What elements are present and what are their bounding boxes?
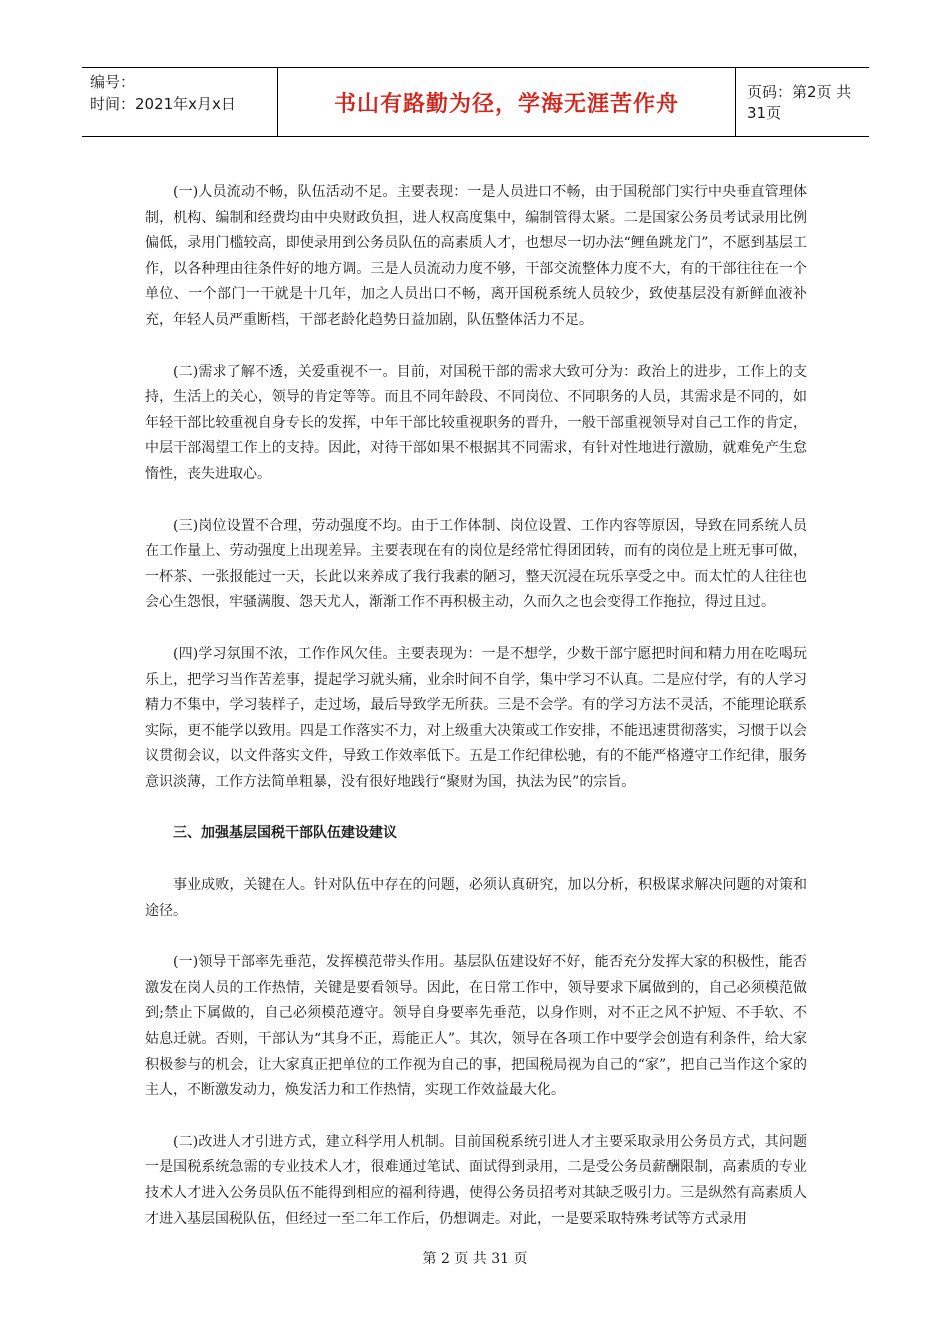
paragraph: (三)岗位设置不合理，劳动强度不均。由于工作体制、岗位设置、工作内容等原因，导致在同系统人员在工作量上、劳动强度上出现差异。主要表现在有的岗位是经常忙得团团转，而有的岗位是上班无事可做，一杯茶、一张报能过一天，长此以来养成了我行我素的陋习，整天沉浸在玩乐享受之中。而太忙的人往往也会心生怨恨，牢骚满腹、怨天尤人，渐渐工作不再积极主动，久而久之也会变得工作拖拉，得过且过。	[145, 517, 807, 611]
paragraph: (四)学习氛围不浓，工作作风欠佳。主要表现为：一是不想学，少数干部宁愿把时间和精力用在吃喝玩乐上，把学习当作苦差事，提起学习就头痛，业余时间不自学，集中学习不认真。二是应付学，有的人学习精力不集中，学习装样子，走过场，最后导致学无所获。三是不会学。有的学习方法不灵活，不能理论联系实际，更不能学以致用。四是工作落实不力，对上级重大决策或工作安排，不能迅速贯彻落实，习惯于以会议贯彻会议，以文件落实文件，导致工作效率低下。五是工作纪律松驰，有的不能严格遵守工作纪律，服务意识淡薄，工作方法简单粗暴，没有很好地践行“聚财为国，执法为民”的宗旨。	[145, 645, 807, 790]
document-number: 编号：	[90, 73, 136, 91]
page-footer	[0, 1248, 950, 1268]
page-indicator: 页码：第2页 共31页	[747, 83, 852, 122]
page-header	[82, 67, 869, 137]
paragraph: 事业成败，关键在人。针对队伍中存在的问题，必须认真研究，加以分析，积极谋求解决问题的对策和途径。	[145, 877, 807, 919]
paragraph: (二)需求了解不透，关爱重视不一。目前，对国税干部的需求大致可分为：政治上的进步，工作上的支持，生活上的关心，领导的肯定等等。而且不同年龄段、不同岗位、不同职务的人员，其需求是不同的，如年轻干部比较重视自身专长的发挥，中年干部比较重视职务的晋升，一般干部重视领导对自己工作的肯定，中层干部渴望工作上的支持。因此，对待干部如果不根据其不同需求，有针对性地进行激励，就难免产生怠惰性，丧失进取心。	[145, 363, 807, 482]
footer-page-number: 第 2 页 共 31 页	[422, 1251, 528, 1267]
paragraph: (一)领导干部率先垂范，发挥模范带头作用。基层队伍建设好不好，能否充分发挥大家的积极性，能否激发在岗人员的工作热情，关键是要看领导。因此，在日常工作中，领导要求下属做到的，自己必须模范做到;禁止下属做的，自己必须模范遵守。领导自身要率先垂范，以身作则，对不正之风不护短、不手软、不姑息迁就。否则，干部认为“其身不正，焉能正人”。其次，领导在各项工作中要学会创造有利条件，给大家积极参与的机会，让大家真正把单位的工作视为自己的事，把国税局视为自己的“家”，把自己当作这个家的主人，不断激发动力，焕发活力和工作热情，实现工作效益最大化。	[145, 954, 807, 1099]
header-meta	[82, 68, 278, 136]
header-motto-cell	[278, 68, 736, 136]
document-date: 时间：2021年x月x日	[90, 95, 236, 113]
paragraph: (一)人员流动不畅，队伍活动不足。主要表现：一是人员进口不畅，由于国税部门实行中央垂直管理体制，机构、编制和经费均由中央财政负担，进人权高度集中，编制管得太紧。二是国家公务员考试录用比例偏低，录用门槛较高，即使录用到公务员队伍的高素质人才，也想尽一切办法“鲤鱼跳龙门”，不愿到基层工作，以各种理由往条件好的地方调。三是人员流动力度不够，干部交流整体力度不大，有的干部往往在一个单位、一个部门一干就是十几年，加之人员出口不畅，离开国税系统人员较少，致使基层没有新鲜血液补充，年轻人员严重断档，干部老龄化趋势日益加剧，队伍整体活力不足。	[145, 184, 807, 328]
paragraph: (二)改进人才引进方式，建立科学用人机制。目前国税系统引进人才主要采取录用公务员方式，其问题一是国税系统急需的专业技术人才，很难通过笔试、面试得到录用，二是受公务员薪酬限制，高素质的专业技术人才进入公务员队伍不能得到相应的福利待遇，使得公务员招考对其缺乏吸引力。三是纵然有高素质人才进入基层国税队伍，但经过一至二年工作后，仍想调走。对此，一是要采取特殊考试等方式录用	[145, 1133, 807, 1227]
document-body	[145, 180, 807, 1258]
header-page-cell	[735, 68, 869, 136]
section-heading: 三、加强基层国税干部队伍建设建议	[173, 825, 397, 842]
motto-text: 书山有路勤为径，学海无涯苦作舟	[333, 91, 679, 117]
